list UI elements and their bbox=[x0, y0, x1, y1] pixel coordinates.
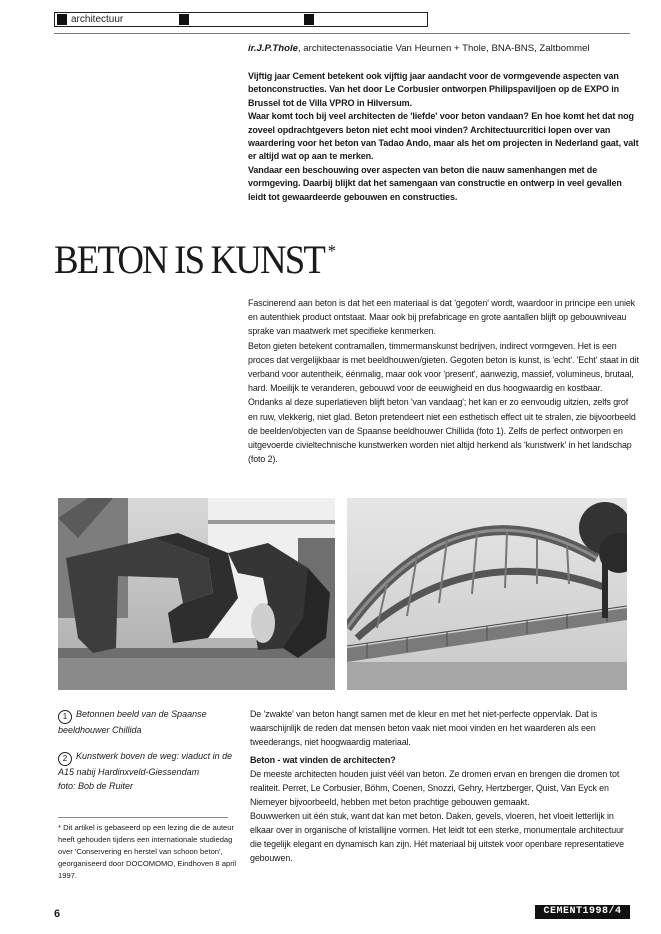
caption-text: Betonnen beeld van de Spaanse beeldhouwer Chillida bbox=[58, 709, 207, 735]
photo-chillida-sculpture bbox=[58, 498, 335, 690]
footnote: * Dit artikel is gebaseerd op een lezing die de auteur heeft gehouden tijdens een internationale studiedag over 'Conservering en herstel van schoon beton', georganiseerd door DOCOMOMO, Eindhoven 8 april 1997. bbox=[58, 823, 237, 880]
footnote-rule bbox=[58, 817, 228, 818]
body-paragraph: Ondanks al deze superlatieven blijft beton 'van vandaag'; het kan er zo eenvoudig uitzien, zelfs grof en ruw, vlekkerig, niet glad. Beton pretendeert niet een esthetisch effect uit te stralen, zie bijvoorbeeld de beelden/objecten van de Spaanse beeldhouwer Chillida (foto 1). Zelfs de perfect ontworpen en uitgevoerde civieltechnische kunstwerken worden niet altijd herkend als 'kunstwerk' in het landschap (foto 2). bbox=[248, 397, 636, 465]
section-header-bar bbox=[54, 12, 428, 27]
header-rule bbox=[54, 33, 630, 34]
author-affiliation: , architectenassociatie Van Heurnen + Thole, BNA-BNS, Zaltbommel bbox=[297, 43, 590, 54]
title-footnote-mark: * bbox=[327, 241, 336, 261]
header-marker-1 bbox=[57, 14, 67, 25]
caption-text: Kunstwerk boven de weg: viaduct in de A15 nabij Hardinxveld-Giessendam bbox=[58, 751, 233, 777]
section-label: architectuur bbox=[71, 14, 124, 25]
article-title-text: BETON IS KUNST bbox=[54, 237, 325, 282]
body-paragraph: Beton gieten betekent contramallen, timmermanskunst bedrijven, indirect vormgeven. Het is een proces dat vergelijkbaar is met beeldhouwen/gieten. Gegoten beton is kunst, is 'echt'. 'Echt' staat in dit verband voor autentheik, éénmalig, maar ook voor 'present', aanwezig, massief, volumineus, brutaal, hard. Moeilijk te veranderen, gebouwd voor de eeuwigheid en dus hoogwaardig en kostbaar. bbox=[248, 340, 639, 394]
caption-number: 2 bbox=[58, 752, 72, 766]
body-paragraph: Bouwwerken uit één stuk, want dat kan met beton. Daken, gevels, vloeren, het vloeit letterlijk in elkaar over in organische of kristallijne vormen. Het leidt tot een sterke, monumentale architectuur die tegelijk elegant en dynamisch kan zijn. Hét materiaal bij uitstek voor openbare representatieve gebouwen. bbox=[250, 811, 624, 863]
caption-photo-1 bbox=[58, 708, 238, 738]
caption-number: 1 bbox=[58, 710, 72, 724]
intro-paragraph: Vandaar een beschouwing over aspecten van beton die nauw samenhangen met de vormgeving. Daarbij blijkt dat het samengaan van constructie en ontwerp in veel gevallen leidt tot gewaardeerde gebouwen en constructies. bbox=[248, 164, 622, 202]
body-text-main bbox=[248, 296, 640, 466]
author-line bbox=[248, 42, 638, 55]
journal-issue-tag: CEMENT1998/4 bbox=[535, 905, 630, 919]
photo-viaduct bbox=[347, 498, 627, 690]
caption-photo-2 bbox=[58, 750, 238, 793]
author-name: ir.J.P.Thole bbox=[248, 43, 298, 54]
body-paragraph: De meeste architecten houden juist véél van beton. Ze dromen ervan en brengen die dromen tot realiteit. Perret, Le Corbusier, Böhm, Coenen, Snozzi, Gehry, Hertzberger, Quist, Van Eyck en Niemeyer bijvoorbeeld, hebben met beton prachtige gebouwen gemaakt. bbox=[250, 769, 620, 807]
body-paragraph: Fascinerend aan beton is dat het een materiaal is dat 'gegoten' wordt, waardoor in principe een uniek en autenthiek product ontstaat. Maar ook bij prefabricage en grote aantallen blijft op gebouwniveau sprake van maatwerk met specifieke kenmerken. bbox=[248, 298, 635, 337]
intro-lead bbox=[248, 70, 640, 204]
body-text-lower bbox=[250, 707, 630, 865]
photo-credit: foto: Bob de Ruiter bbox=[58, 780, 134, 791]
header-marker-2 bbox=[179, 14, 189, 25]
page-number: 6 bbox=[54, 908, 61, 920]
article-title bbox=[54, 228, 336, 283]
section-heading: Beton - wat vinden de architecten? bbox=[250, 755, 396, 765]
intro-paragraph: Waar komt toch bij veel architecten de 'liefde' voor beton vandaan? En hoe komt het dat nog zoveel opdrachtgevers beton niet echt mooi vinden? Architectuurcritici lopen over van waardering voor het beton van Tadao Ando, maar als het om projecten in Nederland gaat, valt er altijd wat op aan te merken. bbox=[248, 111, 639, 162]
header-marker-3 bbox=[304, 14, 314, 25]
intro-paragraph: Vijftig jaar Cement betekent ook vijftig jaar aandacht voor de vormgevende aspecten van betonconstructies. Van het door Le Corbusier ontworpen Philipspaviljoen op de EXPO in Brussel tot de Villa VPRO in Hilversum. bbox=[248, 71, 620, 108]
body-paragraph: De 'zwakte' van beton hangt samen met de kleur en met het niet-perfecte oppervlak. Dat is waarschijnlijk de reden dat mensen beton vaak niet mooi vinden en het waarderen als een tweederangs, niet hoogwaardig materiaal. bbox=[250, 709, 598, 747]
